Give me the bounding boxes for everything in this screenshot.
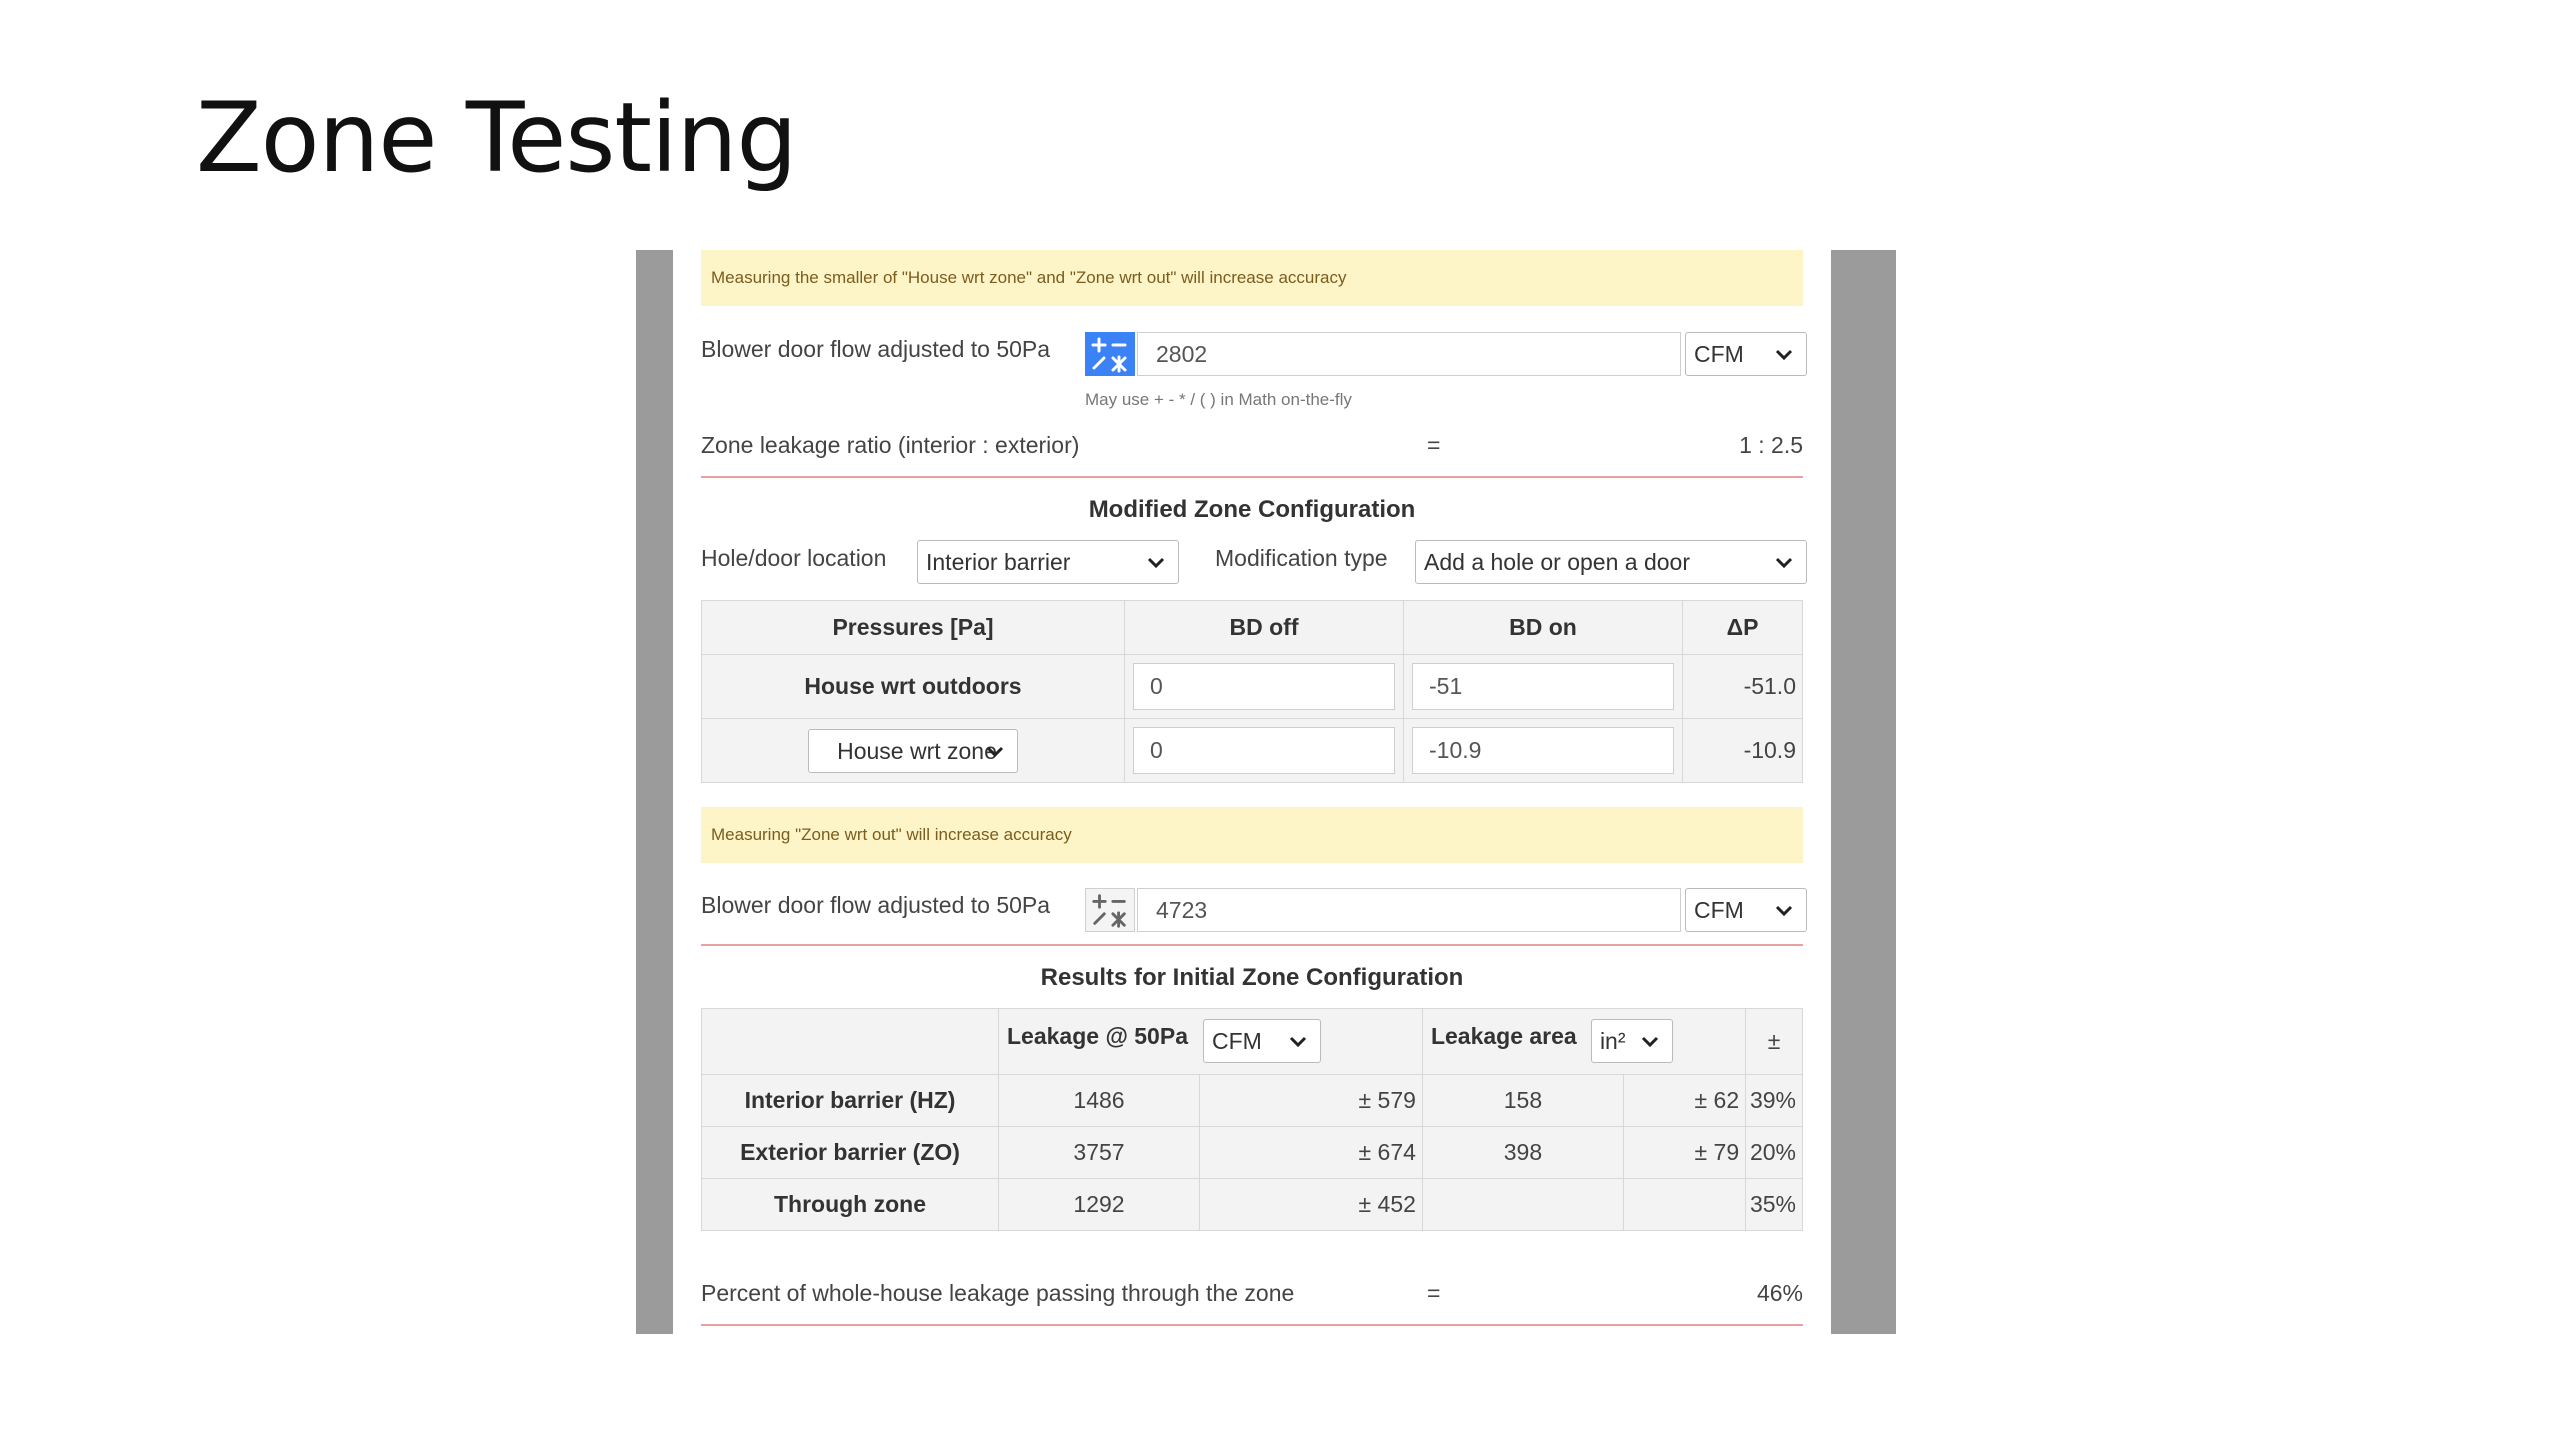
bd-on-input[interactable]: -51 (1412, 663, 1674, 710)
modified-config-heading: Modified Zone Configuration (1088, 496, 1416, 523)
percent-label: Percent of whole-house leakage passing through the zone (701, 1280, 1295, 1306)
bd-off-header: BD off (1125, 601, 1404, 655)
ratio-label: Zone leakage ratio (interior : exterior) (701, 432, 1080, 458)
accuracy-note-top: Measuring the smaller of "House wrt zone" and "Zone wrt out" will increase accuracy (701, 250, 1803, 306)
math-hint: May use + - * / ( ) in Math on-the-fly (1085, 390, 1352, 409)
table-row (702, 1179, 1803, 1231)
table-row (702, 719, 1803, 783)
flow1-unit-value: CFM (1694, 341, 1744, 367)
area-value: 158 (1422, 1075, 1623, 1127)
accuracy-note-middle: Measuring "Zone wrt out" will increase accuracy (701, 807, 1803, 863)
pressures-header: Pressures [Pa] (702, 601, 1125, 655)
divider (701, 944, 1803, 946)
flow2-input[interactable]: 4723 (1137, 888, 1681, 932)
chevron-down-icon (1286, 1029, 1310, 1053)
area-value: 398 (1422, 1127, 1623, 1179)
chevron-down-icon (1772, 898, 1796, 922)
chevron-down-icon (1638, 1029, 1662, 1053)
row-label: Interior barrier (HZ) (702, 1075, 999, 1127)
leakage-area-header: Leakage area (1430, 1023, 1577, 1049)
divider (701, 1324, 1803, 1326)
chevron-down-icon (1144, 550, 1168, 574)
table-row (702, 655, 1803, 719)
flow1-label: Blower door flow adjusted to 50Pa (701, 336, 1051, 362)
percent-equals: = (1427, 1280, 1441, 1306)
table-row (702, 1075, 1803, 1127)
chevron-down-icon (983, 739, 1007, 763)
row-label: House wrt outdoors (702, 655, 1125, 719)
percent-uncertainty: 20% (1746, 1127, 1803, 1179)
row-label: Through zone (702, 1179, 999, 1231)
delta-p-value: -10.9 (1683, 719, 1803, 783)
delta-p-header: ΔP (1683, 601, 1803, 655)
area-unit-value: in² (1599, 1028, 1626, 1054)
slide-title: Zone Testing (196, 82, 797, 194)
flow2-unit-value: CFM (1694, 897, 1744, 923)
area-value (1422, 1179, 1623, 1231)
leakage-uncertainty: ± 579 (1200, 1075, 1423, 1127)
leakage-uncertainty: ± 674 (1200, 1127, 1423, 1179)
area-unit-select[interactable] (1591, 1019, 1673, 1063)
calculator-icon[interactable] (1085, 332, 1135, 376)
flow1-unit-select[interactable] (1685, 332, 1807, 376)
area-uncertainty (1623, 1179, 1745, 1231)
location-value: Interior barrier (926, 549, 1071, 575)
modification-type-select[interactable] (1415, 540, 1807, 584)
leakage-value: 1486 (999, 1075, 1200, 1127)
area-uncertainty: ± 62 (1623, 1075, 1745, 1127)
modification-type-label: Modification type (1215, 545, 1388, 571)
modification-type-value: Add a hole or open a door (1424, 549, 1690, 575)
chevron-down-icon (1772, 342, 1796, 366)
bd-off-input[interactable]: 0 (1133, 663, 1395, 710)
divider (701, 476, 1803, 478)
results-table (701, 1008, 1803, 1231)
row-label: Exterior barrier (ZO) (702, 1127, 999, 1179)
location-select[interactable] (917, 540, 1179, 584)
ratio-equals: = (1427, 432, 1441, 458)
pressure-pair-value: House wrt zone (837, 738, 997, 764)
bd-on-input[interactable]: -10.9 (1412, 727, 1674, 774)
leakage-header: Leakage @ 50Pa (1007, 1023, 1188, 1049)
results-heading: Results for Initial Zone Configuration (1040, 964, 1464, 991)
leakage-unit-value: CFM (1212, 1028, 1262, 1054)
pressures-table (701, 600, 1803, 783)
zone-calculator-panel (673, 250, 1831, 1334)
location-label: Hole/door location (701, 545, 887, 571)
percent-value: 46% (1756, 1280, 1803, 1306)
leakage-unit-select[interactable] (1203, 1019, 1321, 1063)
leakage-value: 3757 (999, 1127, 1200, 1179)
flow1-input[interactable]: 2802 (1137, 332, 1681, 376)
flow2-label: Blower door flow adjusted to 50Pa (701, 892, 1051, 918)
pressure-pair-select[interactable] (808, 729, 1018, 773)
chevron-down-icon (1772, 550, 1796, 574)
delta-p-value: -51.0 (1683, 655, 1803, 719)
ratio-value: 1 : 2.5 (1739, 432, 1803, 458)
flow2-unit-select[interactable] (1685, 888, 1807, 932)
area-uncertainty: ± 79 (1623, 1127, 1745, 1179)
percent-uncertainty: 35% (1746, 1179, 1803, 1231)
calculator-icon[interactable] (1085, 888, 1135, 932)
leakage-uncertainty: ± 452 (1200, 1179, 1423, 1231)
table-row (702, 1127, 1803, 1179)
bd-on-header: BD on (1404, 601, 1683, 655)
bd-off-input[interactable]: 0 (1133, 727, 1395, 774)
leakage-value: 1292 (999, 1179, 1200, 1231)
uncertainty-header: ± (1746, 1009, 1803, 1075)
percent-uncertainty: 39% (1746, 1075, 1803, 1127)
